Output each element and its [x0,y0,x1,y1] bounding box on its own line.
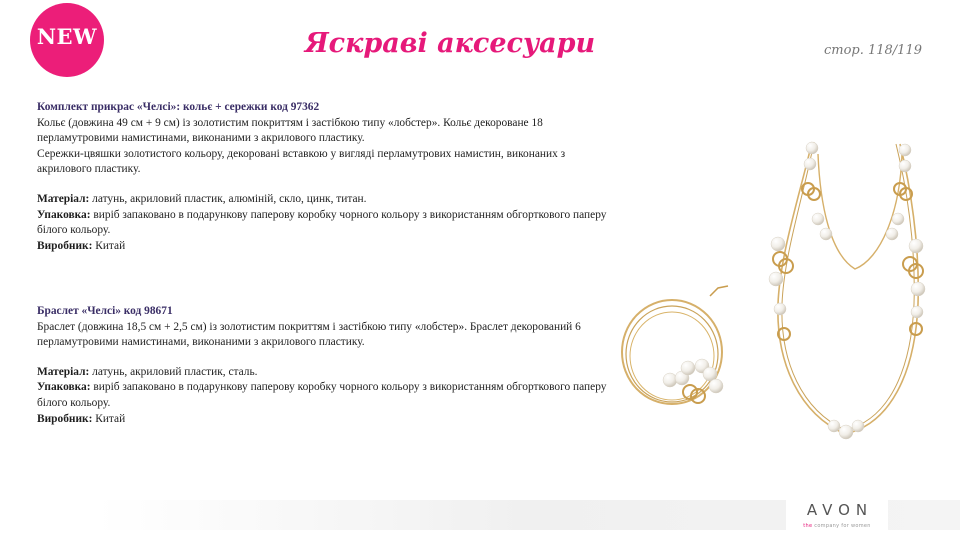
maker-line [37,412,617,428]
tagline-the: the [803,523,813,529]
material-label: Матеріал: [37,192,90,205]
maker-value: Китай [95,412,126,425]
page-title: Яскраві аксесуари [304,28,596,59]
package-label: Упаковка: [37,381,91,394]
material-value: латунь, акриловий пластик, сталь. [92,365,258,378]
earrings-description: Сережки-цвяшки золотистого кольору, декоровані вставкою у вигляді перламутрових намистин, виконаних з акрилового пластику. [37,147,566,176]
new-badge-label: NEW [36,23,98,49]
bracelet-description: Браслет (довжина 18,5 см + 2,5 см) із золотистим покриттям і застібкою типу «лобстер». Браслет декорований 6 перламутровими намистинами, виконаними з акрилового пластику. [37,320,581,349]
package-line [37,208,617,239]
necklace-description: Кольє (довжина 49 см + 9 см) із золотистим покриттям і застібкою типу «лобстер». Кольє декороване 18 перламутровими намистинами, виконаними з акрилового пластику. [37,116,543,145]
package-label: Упаковка: [37,208,91,221]
tagline-rest: company for women [814,523,871,529]
product-description-set [37,100,617,254]
brand-name: AVON [806,501,874,519]
product-description-bracelet [37,304,617,427]
necklace-image [760,134,940,444]
maker-label: Виробник: [37,239,93,252]
material-value: латунь, акриловий пластик, алюміній, скло, цинк, титан. [92,192,367,205]
product-heading: Комплект прикрас «Челсі»: кольє + сережки код 97362 [37,101,320,113]
package-value: виріб запаковано в подарункову паперову коробку чорного кольору з використанням обгорткового паперу білого кольору. [37,381,607,409]
avon-logo [786,497,888,535]
product-heading: Браслет «Челсі» код 98671 [37,305,173,317]
maker-value: Китай [95,239,126,252]
material-line [37,192,617,208]
maker-label: Виробник: [37,412,93,425]
package-line [37,380,617,411]
maker-line [37,239,617,255]
brand-tagline [786,523,888,529]
material-line [37,365,617,381]
page-number: стор. 118/119 [823,43,922,58]
material-label: Матеріал: [37,365,90,378]
package-value: виріб запаковано в подарункову паперову коробку чорного кольору з використанням обгорткового паперу білого кольору. [37,208,607,237]
bracelet-image [610,282,740,422]
